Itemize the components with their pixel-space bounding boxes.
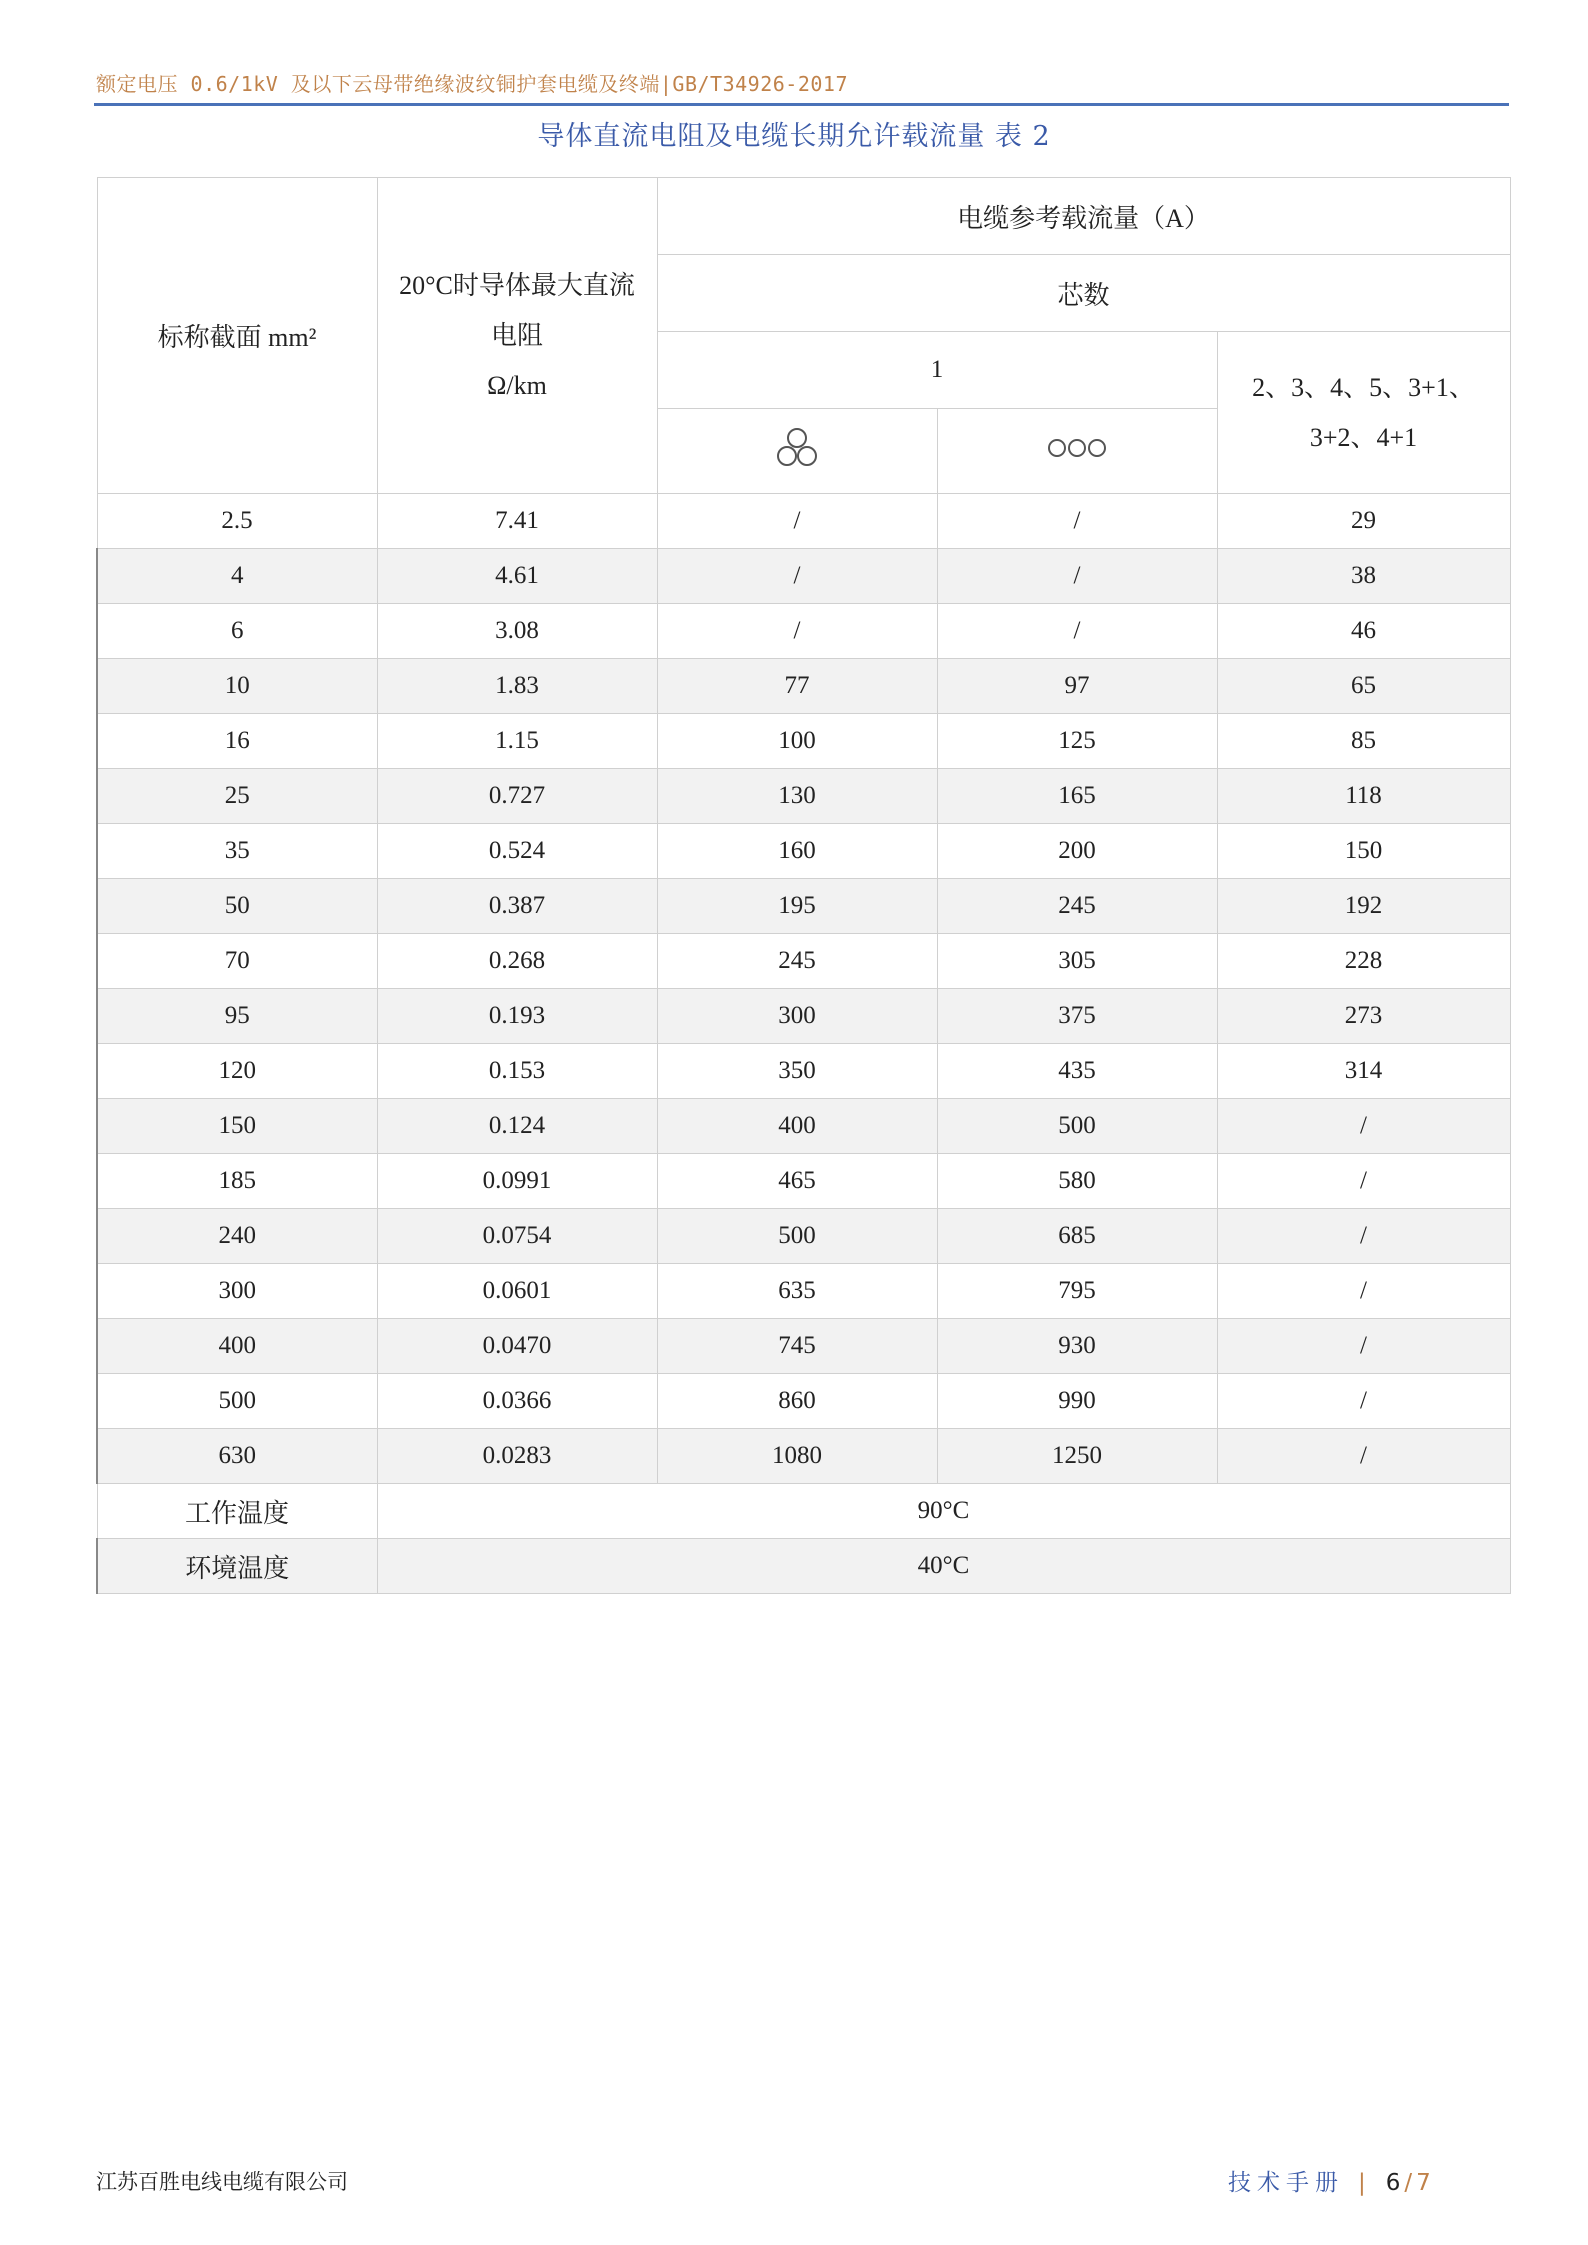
footer-page-info — [1228, 2164, 1431, 2197]
cell-trefoil-current: 77 — [657, 659, 937, 714]
header-divider — [94, 103, 1509, 106]
cell-multi-current: 273 — [1217, 989, 1510, 1044]
cell-trefoil-current: 860 — [657, 1374, 937, 1429]
table-row — [97, 934, 1510, 989]
cell-section: 300 — [97, 1264, 377, 1319]
header-cores-label: 芯数 — [1057, 280, 1110, 310]
header-cores — [657, 255, 1510, 332]
cell-trefoil-current: 195 — [657, 879, 937, 934]
cell-resistance: 0.727 — [377, 769, 657, 824]
cell-flat-current: 165 — [937, 769, 1217, 824]
cell-flat-current: 245 — [937, 879, 1217, 934]
cell-section: 10 — [97, 659, 377, 714]
table-row — [97, 1264, 1510, 1319]
cell-section: 185 — [97, 1154, 377, 1209]
cell-section: 70 — [97, 934, 377, 989]
cell-multi-current: / — [1217, 1264, 1510, 1319]
cell-trefoil-current: 130 — [657, 769, 937, 824]
cell-section: 630 — [97, 1429, 377, 1484]
cell-multi-current: 228 — [1217, 934, 1510, 989]
cell-trefoil-current: / — [657, 549, 937, 604]
header-current — [657, 178, 1510, 255]
cell-trefoil-current: 745 — [657, 1319, 937, 1374]
footer-manual: 技术手册 — [1228, 2170, 1344, 2196]
header-resistance — [377, 178, 657, 494]
cell-section: 500 — [97, 1374, 377, 1429]
table-row — [97, 604, 1510, 659]
cell-trefoil-current: 1080 — [657, 1429, 937, 1484]
table-row — [97, 1319, 1510, 1374]
cell-trefoil-current: 400 — [657, 1099, 937, 1154]
cell-multi-current: 29 — [1217, 494, 1510, 549]
cell-trefoil-current: / — [657, 604, 937, 659]
cell-trefoil-current: 465 — [657, 1154, 937, 1209]
cell-resistance: 0.124 — [377, 1099, 657, 1154]
table-row — [97, 494, 1510, 549]
cell-flat-current: 435 — [937, 1044, 1217, 1099]
cell-resistance: 0.268 — [377, 934, 657, 989]
ambient-temp-value: 40°C — [377, 1539, 1510, 1594]
table-row — [97, 824, 1510, 879]
cell-section: 150 — [97, 1099, 377, 1154]
page-total: 7 — [1416, 2170, 1431, 2196]
header-resistance-unit: Ω/km — [487, 370, 547, 400]
spec-table — [96, 177, 1511, 1594]
cell-section: 6 — [97, 604, 377, 659]
cell-flat-current: / — [937, 549, 1217, 604]
cell-trefoil-current: 635 — [657, 1264, 937, 1319]
cell-section: 50 — [97, 879, 377, 934]
cell-resistance: 0.193 — [377, 989, 657, 1044]
cell-multi-current: 192 — [1217, 879, 1510, 934]
table-title: 导体直流电阻及电缆长期允许载流量 表 2 — [537, 121, 1051, 152]
page-slash: / — [1404, 2170, 1413, 2196]
cell-resistance: 1.83 — [377, 659, 657, 714]
work-temp-value: 90°C — [377, 1484, 1510, 1539]
header-resistance-line2: 电阻 — [490, 320, 543, 350]
page-current: 6 — [1385, 2170, 1401, 2196]
cell-trefoil-current: 100 — [657, 714, 937, 769]
table-row — [97, 714, 1510, 769]
cell-flat-current: / — [937, 494, 1217, 549]
cell-multi-current: 46 — [1217, 604, 1510, 659]
cell-flat-current: 500 — [937, 1099, 1217, 1154]
work-temp-label: 工作温度 — [97, 1484, 377, 1539]
cell-multi-current: 150 — [1217, 824, 1510, 879]
cell-flat-current: 580 — [937, 1154, 1217, 1209]
cell-multi-current: / — [1217, 1429, 1510, 1484]
cell-multi-current: 38 — [1217, 549, 1510, 604]
header-resistance-line1: 20°C时导体最大直流 — [399, 270, 635, 300]
cell-resistance: 0.524 — [377, 824, 657, 879]
table-row — [97, 1154, 1510, 1209]
table-row — [97, 1209, 1510, 1264]
table-row — [97, 879, 1510, 934]
cell-section: 4 — [97, 549, 377, 604]
ambient-temp-label: 环境温度 — [97, 1539, 377, 1594]
header-section — [97, 178, 377, 494]
cell-multi-current: 314 — [1217, 1044, 1510, 1099]
cell-trefoil-current: 160 — [657, 824, 937, 879]
cell-flat-current: 1250 — [937, 1429, 1217, 1484]
cell-trefoil-current: / — [657, 494, 937, 549]
cell-resistance: 7.41 — [377, 494, 657, 549]
table-row — [97, 659, 1510, 714]
cell-resistance: 0.0601 — [377, 1264, 657, 1319]
cell-flat-current: 125 — [937, 714, 1217, 769]
header-multi-core-line1: 2、3、4、5、3+1、 — [1252, 372, 1475, 402]
cell-section: 95 — [97, 989, 377, 1044]
cell-multi-current: / — [1217, 1099, 1510, 1154]
cell-section: 240 — [97, 1209, 377, 1264]
cell-resistance: 0.0470 — [377, 1319, 657, 1374]
footer-separator: | — [1358, 2170, 1366, 2196]
cell-section: 120 — [97, 1044, 377, 1099]
cell-section: 35 — [97, 824, 377, 879]
cell-flat-current: 795 — [937, 1264, 1217, 1319]
trefoil-icon — [773, 426, 821, 470]
header-single-core — [657, 332, 1217, 409]
table-row — [97, 989, 1510, 1044]
cell-multi-current: / — [1217, 1374, 1510, 1429]
table-row — [97, 1429, 1510, 1484]
cell-multi-current: 118 — [1217, 769, 1510, 824]
cell-multi-current: / — [1217, 1154, 1510, 1209]
cell-resistance: 0.0754 — [377, 1209, 657, 1264]
cell-flat-current: 930 — [937, 1319, 1217, 1374]
cell-flat-current: 305 — [937, 934, 1217, 989]
cell-flat-current: / — [937, 604, 1217, 659]
cell-trefoil-current: 500 — [657, 1209, 937, 1264]
cell-resistance: 3.08 — [377, 604, 657, 659]
header-section-label: 标称截面 mm² — [157, 323, 317, 352]
cell-multi-current: 65 — [1217, 659, 1510, 714]
cell-flat-current: 685 — [937, 1209, 1217, 1264]
cell-section: 16 — [97, 714, 377, 769]
table-row — [97, 1374, 1510, 1429]
cell-resistance: 1.15 — [377, 714, 657, 769]
cell-section: 400 — [97, 1319, 377, 1374]
cell-multi-current: / — [1217, 1319, 1510, 1374]
cell-resistance: 0.0366 — [377, 1374, 657, 1429]
cell-resistance: 4.61 — [377, 549, 657, 604]
flat-formation-icon — [1045, 436, 1109, 460]
cell-resistance: 0.153 — [377, 1044, 657, 1099]
cell-multi-current: / — [1217, 1209, 1510, 1264]
table-row — [97, 1044, 1510, 1099]
cell-section: 25 — [97, 769, 377, 824]
cell-flat-current: 375 — [937, 989, 1217, 1044]
footer-company: 江苏百胜电线电缆有限公司 — [96, 2170, 348, 2194]
header-single-core-label: 1 — [930, 356, 944, 383]
running-header: 额定电压 0.6/1kV 及以下云母带绝缘波纹铜护套电缆及终端|GB/T34926-2017 — [96, 72, 848, 96]
cell-multi-current: 85 — [1217, 714, 1510, 769]
table-row — [97, 769, 1510, 824]
cell-resistance: 0.0283 — [377, 1429, 657, 1484]
cell-resistance: 0.387 — [377, 879, 657, 934]
header-multi-core-line2: 3+2、4+1 — [1309, 422, 1418, 452]
header-flat — [937, 409, 1217, 494]
cell-trefoil-current: 350 — [657, 1044, 937, 1099]
cell-trefoil-current: 245 — [657, 934, 937, 989]
table-row — [97, 549, 1510, 604]
cell-trefoil-current: 300 — [657, 989, 937, 1044]
cell-resistance: 0.0991 — [377, 1154, 657, 1209]
header-trefoil — [657, 409, 937, 494]
cell-flat-current: 97 — [937, 659, 1217, 714]
table-row — [97, 1099, 1510, 1154]
cell-flat-current: 990 — [937, 1374, 1217, 1429]
header-multi-core — [1217, 332, 1510, 494]
cell-section: 2.5 — [97, 494, 377, 549]
header-current-label: 电缆参考载流量（A） — [957, 203, 1210, 233]
cell-flat-current: 200 — [937, 824, 1217, 879]
